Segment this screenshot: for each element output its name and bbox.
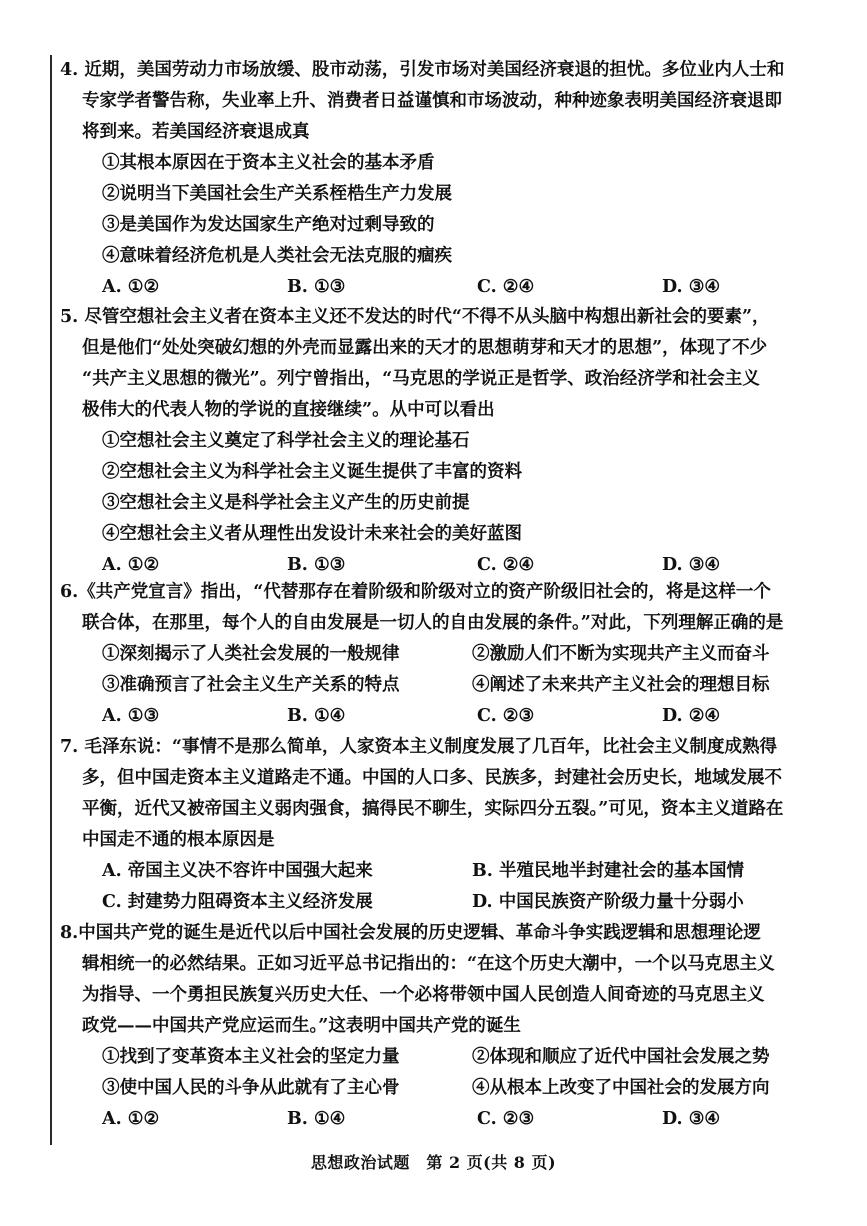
option-row bbox=[82, 1073, 792, 1104]
option-row bbox=[82, 887, 792, 918]
choice-c: C. ②④ bbox=[477, 277, 535, 297]
option-2: ②说明当下美国社会生产关系桎梏生产力发展 bbox=[102, 184, 452, 204]
option-1: ①空想社会主义奠定了科学社会主义的理论基石 bbox=[102, 431, 470, 451]
option-4: ④从根本上改变了中国社会的发展方向 bbox=[472, 1078, 770, 1098]
question-5 bbox=[60, 302, 792, 581]
option-3: ③空想社会主义是科学社会主义产生的历史前提 bbox=[102, 493, 470, 513]
question-number: 5. bbox=[60, 307, 79, 327]
choice-d: D. ②④ bbox=[662, 706, 721, 726]
choice-d: D. ③④ bbox=[662, 277, 721, 297]
choice-b: B. 半殖民地半封建社会的基本国情 bbox=[472, 861, 744, 881]
choice-d: D. ③④ bbox=[662, 555, 721, 575]
stem-line: “共产主义思想的微光”。列宁曾指出，“马克思的学说正是哲学、政治经济学和社会主义 bbox=[82, 369, 760, 389]
answer-choices bbox=[82, 272, 792, 303]
question-number: 4. bbox=[60, 60, 79, 80]
choice-b: B. ①③ bbox=[287, 277, 346, 297]
stem-line: 专家学者警告称，失业率上升、消费者日益谨慎和市场波动，种种迹象表明美国经济衰退即 bbox=[82, 91, 782, 111]
question-4-stem bbox=[60, 55, 792, 148]
stem-line: 多，但中国走资本主义道路走不通。中国的人口多、民族多，封建社会历史长，地域发展不 bbox=[82, 768, 782, 788]
question-4 bbox=[60, 55, 792, 303]
stem-line: 平衡，近代又被帝国主义弱肉强食，搞得民不聊生，实际四分五裂。”可见，资本主义道路在 bbox=[82, 799, 784, 819]
option-row bbox=[82, 639, 792, 670]
option-4: ④意味着经济危机是人类社会无法克服的痼疾 bbox=[102, 246, 452, 266]
option-4: ④阐述了未来共产主义社会的理想目标 bbox=[472, 675, 770, 695]
stem-line: 联合体，在那里，每个人的自由发展是一切人的自由发展的条件。”对此，下列理解正确的是 bbox=[82, 613, 784, 633]
choice-c: C. ②③ bbox=[477, 706, 535, 726]
question-8 bbox=[60, 918, 792, 1135]
stem-line: 极伟大的代表人物的学说的直接继续”。从中可以看出 bbox=[82, 400, 495, 420]
answer-choices bbox=[82, 1104, 792, 1135]
choice-c: C. ②④ bbox=[477, 555, 535, 575]
choice-a: A. ①② bbox=[102, 1109, 160, 1129]
option-3: ③使中国人民的斗争从此就有了主心骨 bbox=[102, 1078, 400, 1098]
question-6 bbox=[60, 577, 792, 732]
choice-c: C. ②③ bbox=[477, 1109, 535, 1129]
question-7-stem bbox=[60, 732, 792, 856]
option-1: ①深刻揭示了人类社会发展的一般规律 bbox=[102, 644, 400, 664]
option-row bbox=[82, 856, 792, 887]
choice-a: A. ①③ bbox=[102, 706, 160, 726]
question-number: 6. bbox=[60, 582, 79, 602]
choice-d: D. ③④ bbox=[662, 1109, 721, 1129]
stem-line: 辑相统一的必然结果。正如习近平总书记指出的：“在这个历史大潮中，一个以马克思主义 bbox=[82, 954, 775, 974]
question-6-stem bbox=[60, 577, 792, 639]
option-1: ①其根本原因在于资本主义社会的基本矛盾 bbox=[102, 153, 435, 173]
stem-line: 尽管空想社会主义者在资本主义还不发达的时代“不得不从头脑中构想出新社会的要素”， bbox=[84, 307, 770, 327]
option-2: ②空想社会主义为科学社会主义诞生提供了丰富的资料 bbox=[102, 462, 522, 482]
stem-line: 中国共产党的诞生是近代以后中国社会发展的历史逻辑、革命斗争实践逻辑和思想理论逻 bbox=[78, 923, 761, 943]
question-5-stem bbox=[60, 302, 792, 426]
option-3: ③准确预言了社会主义生产关系的特点 bbox=[102, 675, 400, 695]
choice-a: A. ①② bbox=[102, 555, 160, 575]
option-2: ②激励人们不断为实现共产主义而奋斗 bbox=[472, 644, 770, 664]
choice-a: A. ①② bbox=[102, 277, 160, 297]
stem-line: 中国走不通的根本原因是 bbox=[82, 830, 275, 850]
stem-line: 为指导、一个勇担民族复兴历史大任、一个必将带领中国人民创造人间奇迹的马克思主义 bbox=[82, 985, 765, 1005]
stem-line: 近期，美国劳动力市场放缓、股市动荡，引发市场对美国经济衰退的担忧。多位业内人士和 bbox=[84, 60, 785, 80]
stem-line: 毛泽东说：“事情不是那么简单，人家资本主义制度发展了几百年，比社会主义制度成熟得 bbox=[84, 737, 777, 757]
question-8-stem bbox=[60, 918, 792, 1042]
choice-c: C. 封建势力阻碍资本主义经济发展 bbox=[102, 892, 373, 912]
page-footer: 思想政治试题 第 2 页(共 8 页) bbox=[310, 1153, 557, 1172]
option-1: ①找到了变革资本主义社会的坚定力量 bbox=[102, 1047, 400, 1067]
stem-line: 但是他们“处处突破幻想的外壳而显露出来的天才的思想萌芽和天才的思想”，体现了不少 bbox=[82, 338, 768, 358]
stem-line: 政党——中国共产党应运而生。”这表明中国共产党的诞生 bbox=[82, 1016, 521, 1036]
question-number: 8. bbox=[60, 923, 79, 943]
question-7 bbox=[60, 732, 792, 918]
option-2: ②体现和顺应了近代中国社会发展之势 bbox=[472, 1047, 770, 1067]
choice-d: D. 中国民族资产阶级力量十分弱小 bbox=[472, 892, 744, 912]
option-row bbox=[82, 1042, 792, 1073]
stem-line: 《共产党宣言》指出，“代替那存在着阶级和阶级对立的资产阶级旧社会的，将是这样一个 bbox=[78, 582, 771, 602]
stem-line: 将到来。若美国经济衰退成真 bbox=[82, 122, 310, 142]
choice-b: B. ①④ bbox=[287, 1109, 346, 1129]
option-3: ③是美国作为发达国家生产绝对过剩导致的 bbox=[102, 215, 435, 235]
option-4: ④空想社会主义者从理性出发设计未来社会的美好蓝图 bbox=[102, 524, 522, 544]
option-row bbox=[82, 670, 792, 701]
question-number: 7. bbox=[60, 737, 79, 757]
choice-a: A. 帝国主义决不容许中国强大起来 bbox=[102, 861, 373, 881]
choice-b: B. ①④ bbox=[287, 706, 346, 726]
answer-choices bbox=[82, 701, 792, 732]
choice-b: B. ①③ bbox=[287, 555, 346, 575]
